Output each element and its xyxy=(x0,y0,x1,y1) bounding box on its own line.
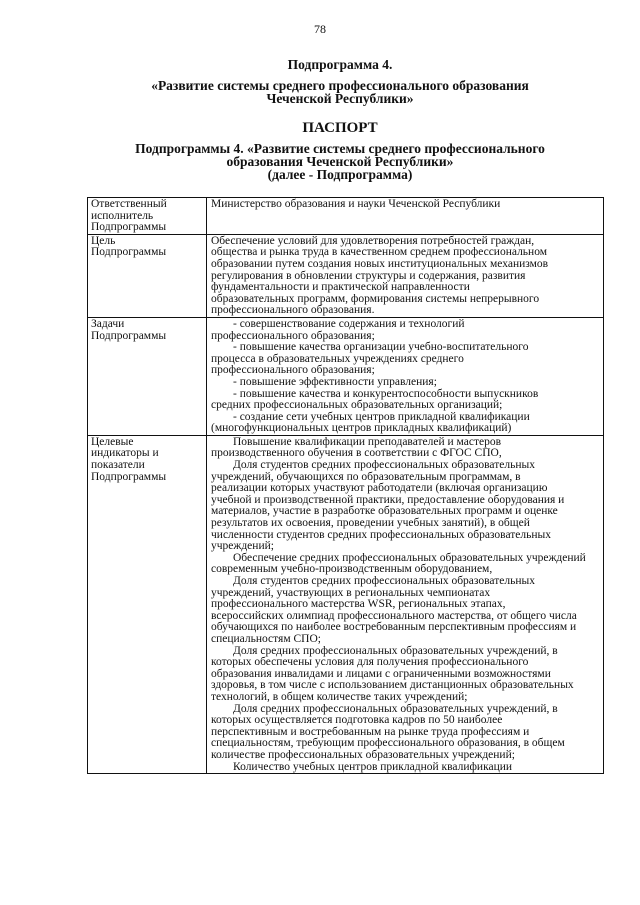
row-content-line: образовании путем создания новых институциональных механизмов xyxy=(211,257,549,270)
row-content-line: профессионального мастерства WSR, региональных этапах, xyxy=(211,598,506,611)
row-content-line: Обеспечение средних профессиональных образовательных учреждений xyxy=(233,551,586,564)
row-content-line: профессионального образования. xyxy=(211,304,375,317)
row-content-line: специальностям СПО; xyxy=(211,632,321,645)
table-row xyxy=(88,198,604,235)
row-content-line: материалов, участие в разработке образовательных программ и оценке xyxy=(211,505,558,518)
row-label-line: исполнитель xyxy=(91,209,154,222)
row-label-line: Подпрограммы xyxy=(91,221,167,234)
row-label-cell xyxy=(88,234,207,317)
row-content-line: которых обеспечены условия для получения профессионального xyxy=(211,656,529,669)
row-content-line: перспективным и востребованным на рынке труда профессиям и xyxy=(211,725,530,738)
row-content-line: образовательных программ, формирования системы непрерывного xyxy=(211,292,540,305)
row-label-line: показатели xyxy=(91,459,145,472)
row-content-line: средних профессиональных образовательных организаций; xyxy=(211,399,503,412)
row-content-line: Количество учебных центров прикладной квалификации xyxy=(233,760,513,773)
row-content-line: Повышение квалификации преподавателей и мастеров xyxy=(233,435,502,448)
passport-title-line: (далее - Подпрограмма) xyxy=(267,167,413,182)
row-content-line: обучающихся по наиболее востребованным перспективным профессиям и xyxy=(211,621,577,634)
row-label-line: Подпрограммы xyxy=(91,246,167,259)
row-content-line: образования инвалидами и лицами с ограниченными возможностями xyxy=(211,667,551,680)
row-content-line: учреждений, обучающихся по образовательным программам, в xyxy=(211,470,521,483)
row-content-cell xyxy=(207,198,604,235)
row-content-line: фундаментальности и практической направленности xyxy=(211,281,470,294)
row-content-line: процесса в образовательных учреждениях среднего xyxy=(211,352,464,365)
row-content-line: (многофункциональных центров прикладных квалификаций) xyxy=(211,422,512,435)
row-content-line: всероссийских олимпиад профессионального мастерства, от общего числа xyxy=(211,609,577,622)
passport-title xyxy=(100,142,580,181)
row-label-line: Задачи xyxy=(91,317,125,330)
row-content-cell xyxy=(207,317,604,435)
row-content-line: специальностям, требующим профессионального образования, в общем xyxy=(211,737,565,750)
row-content-line: реализации которых участвуют работодатели (включая организацию xyxy=(211,482,548,495)
passport-title-line: образования Чеченской Республики» xyxy=(226,154,454,169)
row-content-line: учреждений; xyxy=(211,540,274,553)
row-content-line: количестве профессиональных образовательных учреждений; xyxy=(211,748,515,761)
subprogram-title-line: Чеченской Республики» xyxy=(266,91,414,106)
row-label-line: Ответственный xyxy=(91,198,167,210)
subprogram-title xyxy=(100,79,580,105)
row-content-line: Обеспечение условий для удовлетворения потребностей граждан, xyxy=(211,234,535,247)
row-content-line: - совершенствование содержания и технологий xyxy=(233,317,465,330)
subprogram-heading: Подпрограмма 4. xyxy=(287,57,393,72)
row-label-line: Цель xyxy=(91,234,116,247)
row-content-line: учреждений, участвующих в региональных чемпионатах xyxy=(211,586,491,599)
row-content-line: профессионального образования; xyxy=(211,329,375,342)
row-content-line: производственного обучения в соответствии с ФГОС СПО, xyxy=(211,447,502,460)
passport-table xyxy=(87,197,604,774)
row-content-line: технологий, в общем количестве таких учреждений; xyxy=(211,690,468,703)
row-content-cell xyxy=(207,234,604,317)
page-number: 78 xyxy=(314,22,326,36)
row-label-line: Подпрограммы xyxy=(91,470,167,483)
row-content-line: численности студентов средних профессиональных образовательных xyxy=(211,528,551,541)
passport-heading: ПАСПОРТ xyxy=(302,120,378,136)
row-content-line: Доля студентов средних профессиональных образовательных xyxy=(233,575,535,587)
row-content-cell xyxy=(207,435,604,773)
row-content-line: общества и рынка труда в качественном среднем профессиональном xyxy=(211,246,548,259)
row-content-line: учебной и производственной практики, предоставление оборудования и xyxy=(211,493,565,506)
row-content-line: регулирования в обновлении структуры и содержания, развития xyxy=(211,269,526,282)
row-content-line: - создание сети учебных центров прикладной квалификации xyxy=(233,410,530,423)
row-content-line: которых осуществляется подготовка кадров по 50 наиболее xyxy=(211,714,503,727)
table-row xyxy=(88,317,604,435)
row-label-line: Целевые xyxy=(91,435,134,448)
row-content-line: - повышение качества организации учебно-воспитательного xyxy=(233,341,529,354)
row-label-line: Подпрограммы xyxy=(91,329,167,342)
subprogram-title-line: «Развитие системы среднего профессионального образования xyxy=(151,78,529,93)
row-label-cell xyxy=(88,317,207,435)
row-content-line: Доля студентов средних профессиональных образовательных xyxy=(233,459,535,472)
row-content-line: - повышение эффективности управления; xyxy=(233,375,437,388)
row-content-line: результатов их освоения, проведении учебных занятий), в общей xyxy=(211,517,530,530)
row-label-line: индикаторы и xyxy=(91,447,159,460)
row-content-line: профессионального образования; xyxy=(211,364,375,377)
row-content-line: Доля средних профессиональных образовательных учреждений, в xyxy=(233,644,558,657)
row-content-line: - повышение качества и конкурентоспособности выпускников xyxy=(233,387,539,400)
table-row xyxy=(88,435,604,773)
row-content-line: современным учебно-производственным оборудованием, xyxy=(211,563,493,576)
row-content-line: Доля средних профессиональных образовательных учреждений, в xyxy=(233,702,558,715)
table-row xyxy=(88,234,604,317)
passport-title-line: Подпрограммы 4. «Развитие системы среднего профессионального xyxy=(135,141,545,156)
row-label-cell xyxy=(88,435,207,773)
row-content-line: Министерство образования и науки Чеченской Республики xyxy=(211,198,501,210)
row-content-line: здоровья, в том числе с использованием дистанционных образовательных xyxy=(211,679,574,692)
row-label-cell xyxy=(88,198,207,235)
